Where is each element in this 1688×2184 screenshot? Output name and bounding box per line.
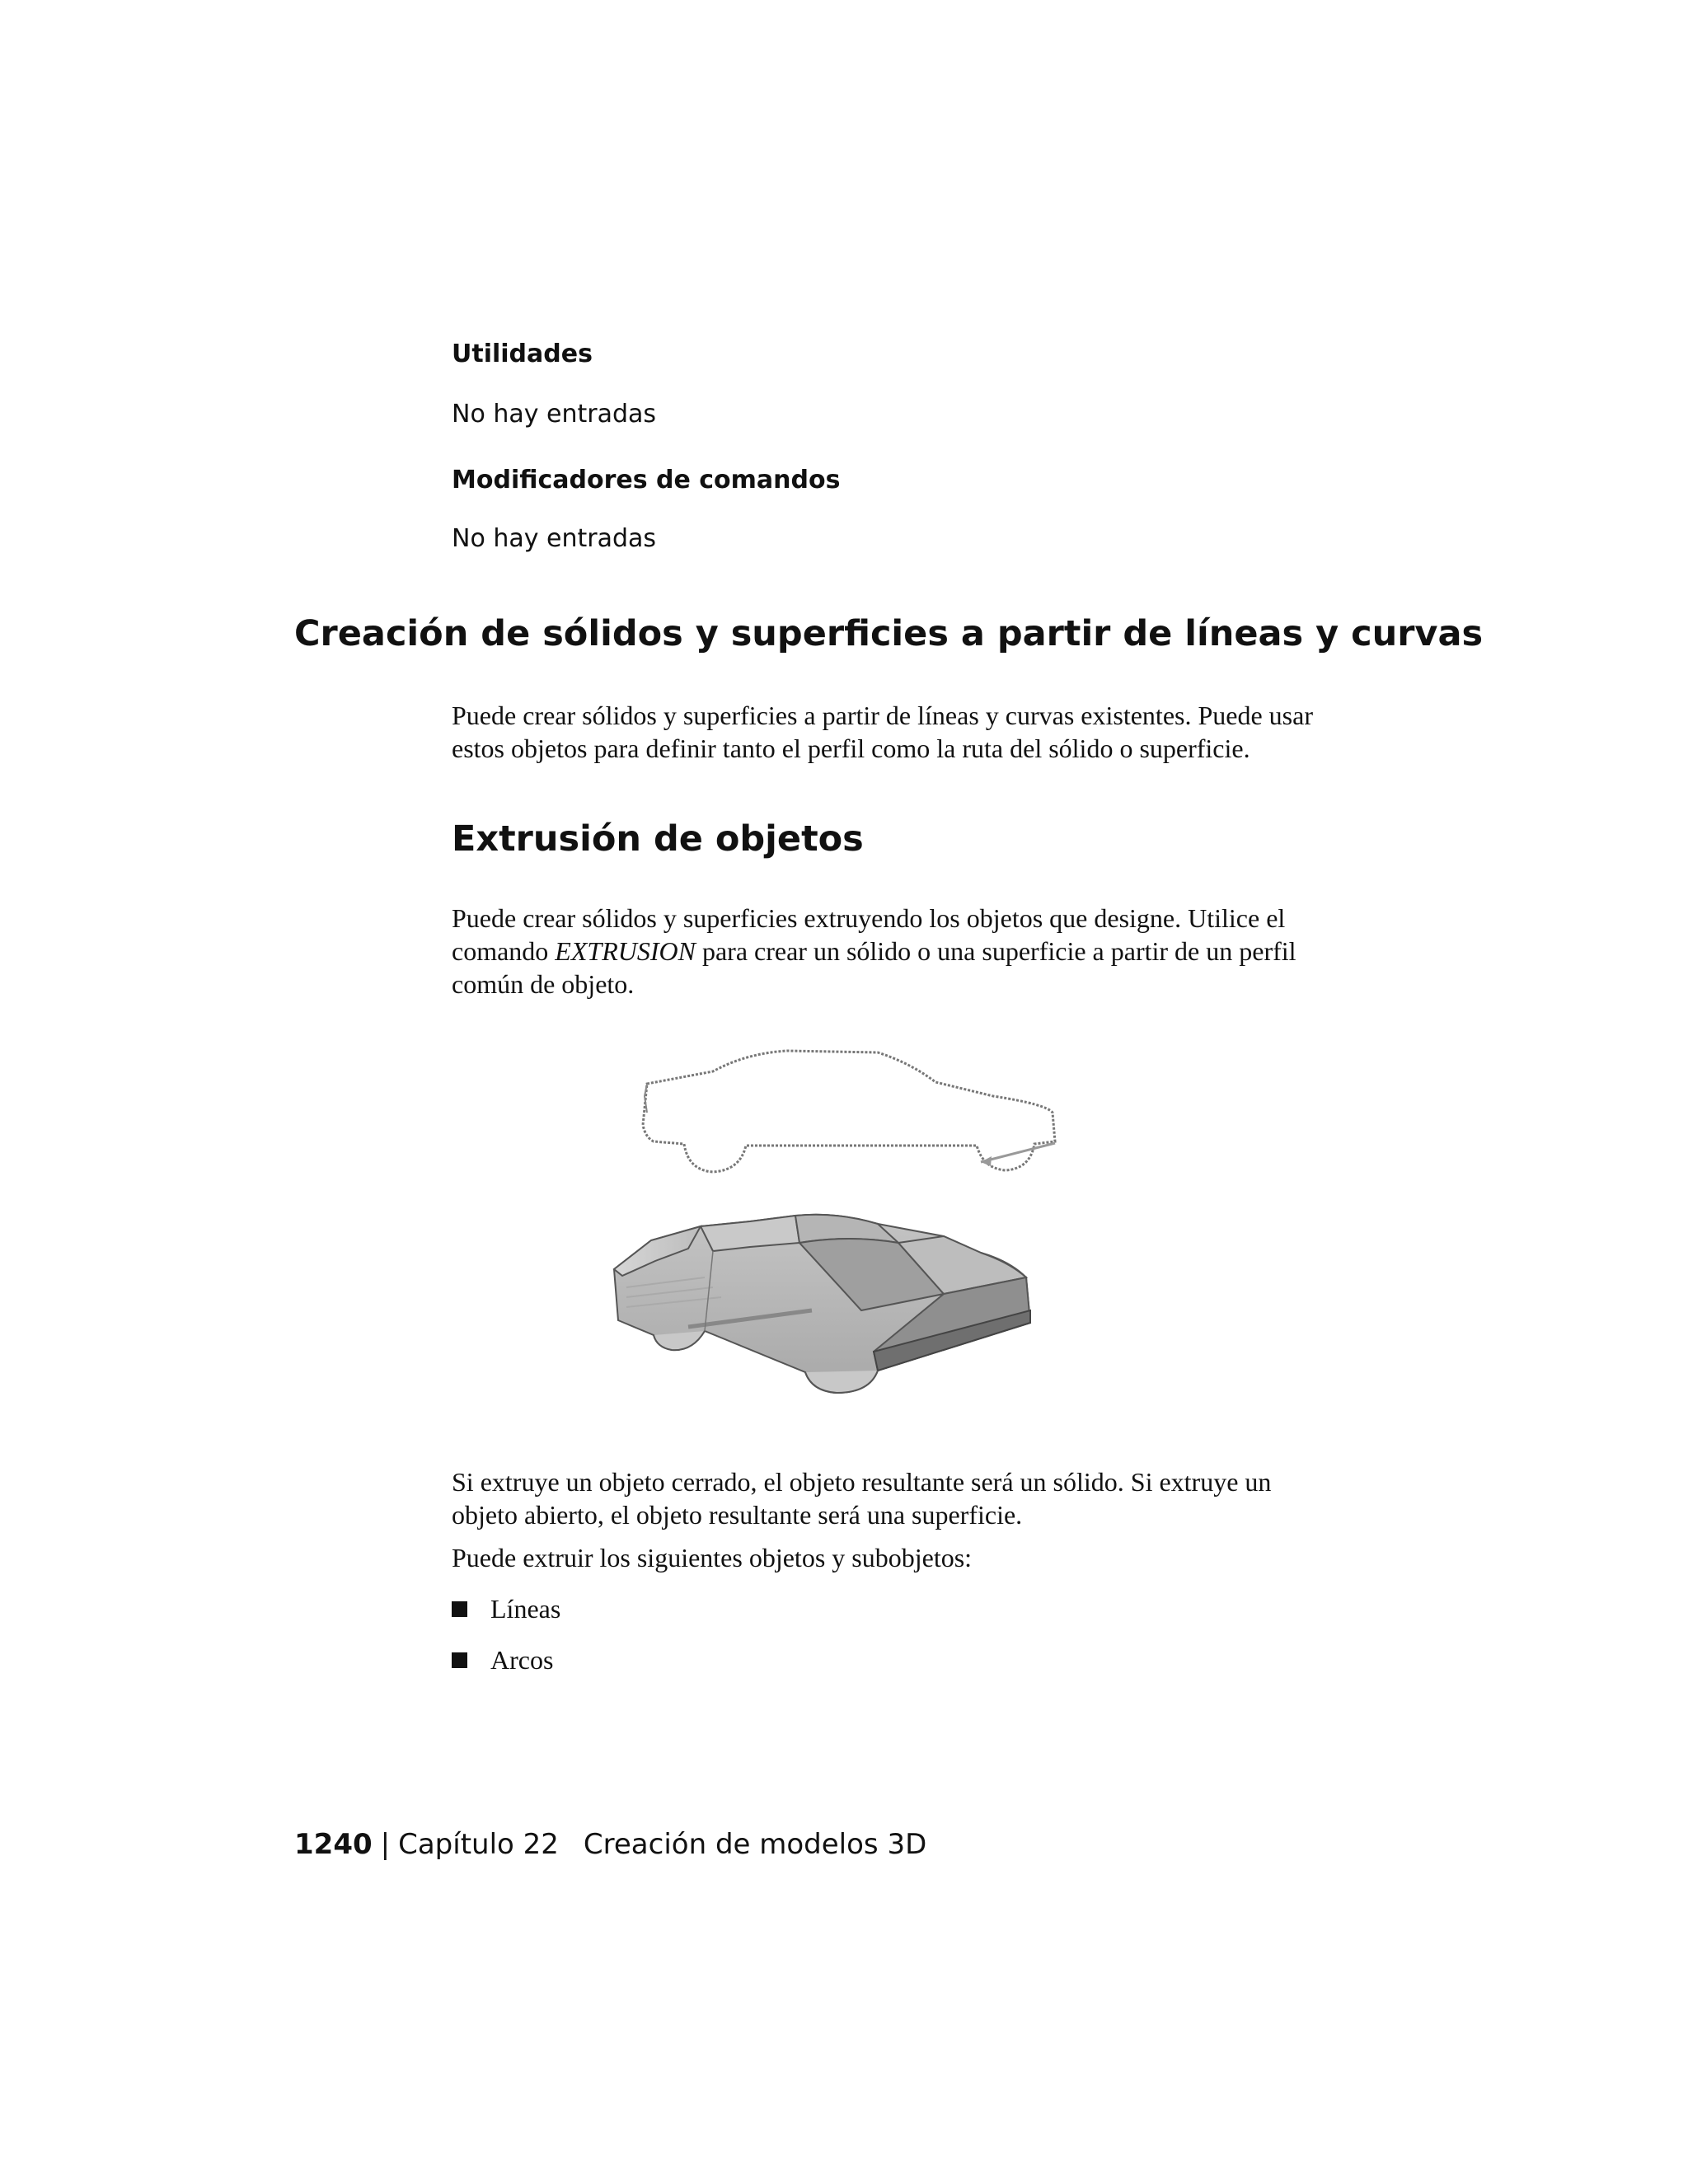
extrusion-paragraph <box>452 902 1338 1001</box>
main-heading: Creación de sólidos y superficies a partir de líneas y curvas <box>294 613 1484 654</box>
extrusion-command: EXTRUSION <box>555 936 696 966</box>
subheading: Extrusión de objetos <box>452 818 864 860</box>
extrusion-figure <box>589 1047 1084 1434</box>
utilidades-heading: Utilidades <box>452 340 593 368</box>
intro-paragraph: Puede crear sólidos y superficies a partir de líneas y curvas existentes. Puede usar estos objetos para definir tanto el perfil como la ruta del sólido o superficie. <box>452 701 1313 763</box>
list-item-label: Arcos <box>490 1645 554 1675</box>
page-footer <box>294 1828 926 1861</box>
car-profile-outline <box>643 1051 1055 1172</box>
utilidades-text: No hay entradas <box>452 400 657 429</box>
modificadores-text: No hay entradas <box>452 524 657 553</box>
result-paragraph: Si extruye un objeto cerrado, el objeto resultante será un sólido. Si extruye un objeto abierto, el objeto resultante será una superficie. <box>452 1467 1272 1530</box>
list-item-label: Líneas <box>490 1594 561 1624</box>
chapter-label: Capítulo 22 <box>398 1828 559 1861</box>
extruded-car-solid <box>614 1215 1030 1393</box>
footer-separator: | <box>380 1828 391 1861</box>
modificadores-heading: Modificadores de comandos <box>452 466 841 494</box>
list-item <box>452 1592 560 1625</box>
list-item <box>452 1643 553 1676</box>
bullet-icon <box>452 1601 467 1617</box>
chapter-title: Creación de modelos 3D <box>583 1828 927 1861</box>
page-number: 1240 <box>294 1828 373 1861</box>
extrusion-text-after: para crear un sólido o una superficie a partir de un perfil común de objeto. <box>452 936 1296 999</box>
bullet-icon <box>452 1652 467 1668</box>
extrusion-text-before: Puede crear sólidos y superficies extruyendo los objetos que designe. Utilice el comando <box>452 903 1286 966</box>
list-intro: Puede extruir los siguientes objetos y subobjetos: <box>452 1543 973 1572</box>
